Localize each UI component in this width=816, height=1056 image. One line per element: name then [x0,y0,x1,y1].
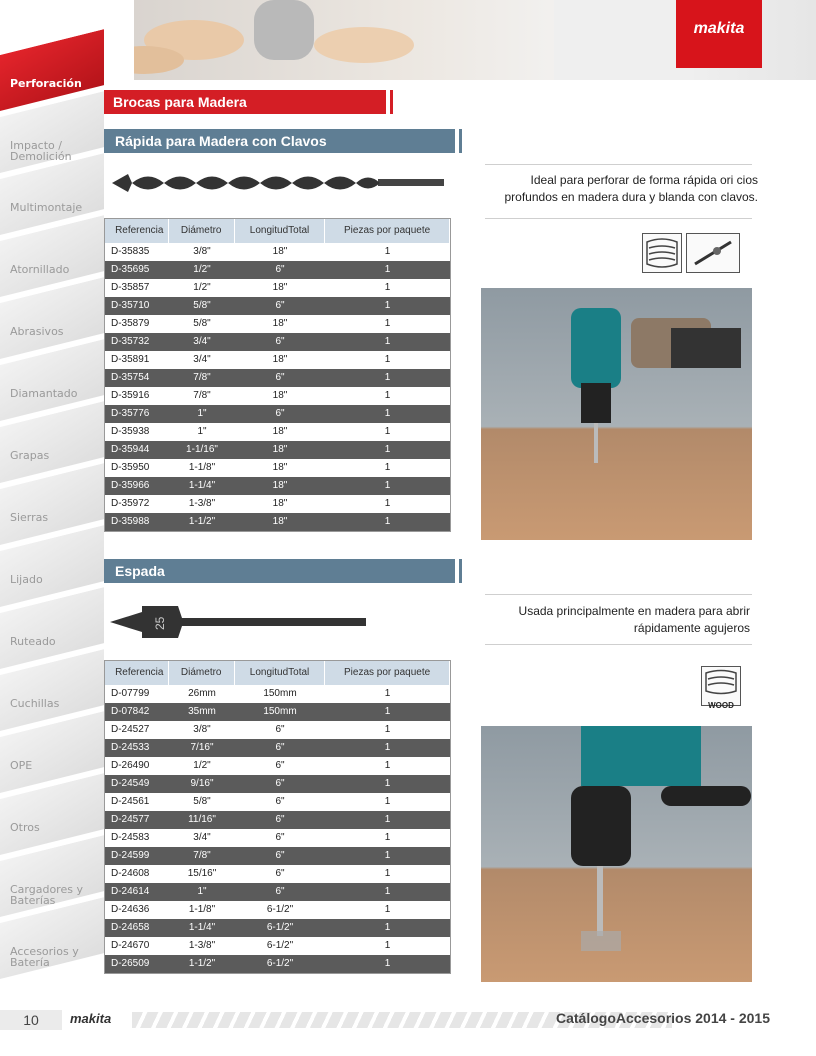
table-cell: 1-1/4" [188,480,216,491]
sidebar-tab-label: Otros [10,821,40,834]
table-cell: 1 [384,264,391,275]
table-cell: 6" [275,778,285,789]
table-cell: D-35966 [111,480,150,491]
sidebar-tab-label: Impacto / Demolición [10,139,72,163]
table-row [105,369,450,387]
table-cell: 6" [275,850,285,861]
table-cell: 1 [384,408,391,419]
table-cell: 6" [275,814,285,825]
table-cell: 1 [384,516,391,527]
section-accent-bar [459,129,462,153]
table-cell: 18" [272,318,288,329]
table-cell: D-07799 [111,688,150,699]
table-cell: 1-1/8" [188,904,216,915]
table-cell: 1 [384,300,391,311]
table-cell: 1/2" [193,282,211,293]
table-cell: 18" [272,480,288,491]
wood-icon [701,666,741,710]
table-cell: 6" [275,832,285,843]
table-cell: 1/2" [193,760,211,771]
table-cell: 6" [275,724,285,735]
table-cell: 1 [384,868,391,879]
table-cell: 1 [384,318,391,329]
table-cell: 18" [272,354,288,365]
table-cell: 7/8" [193,850,211,861]
table-row [105,495,450,513]
column-header: LongitudTotal [235,661,325,685]
table-row [105,901,450,919]
table-cell: 1 [384,940,391,951]
table-cell: 18" [272,444,288,455]
table-cell: 1 [384,336,391,347]
description-rule-bottom [485,218,752,219]
table-header [105,219,450,243]
table-cell: D-26509 [111,958,150,969]
table-cell: 1 [384,372,391,383]
table-cell: D-24583 [111,832,150,843]
table-cell: 150mm [263,688,297,699]
section-title-auger: Rápida para Madera con Clavos [104,129,455,153]
table-row [105,883,450,901]
table-cell: 150mm [263,706,297,717]
section2-description [470,603,750,637]
table-cell: 3/8" [193,724,211,735]
section1-description-line1: Ideal para perforar de forma rápida ori cios [530,173,758,187]
table-row [105,315,450,333]
table-cell: 1 [384,832,391,843]
table-cell: 6-1/2" [266,958,294,969]
table-cell: 1 [384,354,391,365]
table-cell: 9/16" [190,778,214,789]
table-cell: D-24608 [111,868,150,879]
table-cell: 1 [384,850,391,861]
table-row [105,513,450,531]
table-cell: 1 [384,246,391,257]
column-header: LongitudTotal [235,219,325,243]
section-title-spade: Espada [104,559,455,583]
table-row [105,721,450,739]
table-cell: 18" [272,498,288,509]
table-cell: 1 [384,390,391,401]
footer-brand-logo: makita [70,1011,112,1026]
table-cell: 1" [197,886,207,897]
table-cell: 1 [384,724,391,735]
table-cell: 1-1/16" [186,444,218,455]
table-cell: 5/8" [193,318,211,329]
table-cell: D-24636 [111,904,150,915]
table-cell: D-35916 [111,390,150,401]
table-cell: D-24614 [111,886,150,897]
table-row [105,387,450,405]
sidebar-tab-label: Sierras [10,511,49,524]
sidebar-tab-label: Perforación [10,77,82,90]
sidebar-tab-label: Cuchillas [10,697,60,710]
table-cell: D-35857 [111,282,150,293]
title-accent-bar [390,90,393,114]
table-row [105,811,450,829]
table-cell: 1 [384,904,391,915]
sidebar-tab-label: OPE [10,759,33,772]
table-cell: D-35891 [111,354,150,365]
spade-bit-table [104,660,451,974]
table-cell: 1 [384,886,391,897]
table-row [105,423,450,441]
table-row [105,865,450,883]
description-rule-bottom [485,644,752,645]
table-cell: 1 [384,922,391,933]
sidebar-tab-label: Diamantado [10,387,78,400]
table-cell: 6-1/2" [266,922,294,933]
table-cell: D-35988 [111,516,150,527]
table-row [105,703,450,721]
table-row [105,279,450,297]
table-cell: 1 [384,958,391,969]
table-row [105,685,450,703]
brand-logo: makita [693,20,745,37]
table-cell: 1" [197,408,207,419]
table-cell: D-24549 [111,778,150,789]
table-cell: 15/16" [187,868,217,879]
table-cell: 1 [384,814,391,825]
table-cell: 1 [384,282,391,293]
table-cell: D-26490 [111,760,150,771]
table-row [105,459,450,477]
column-header: Diámetro [169,661,235,685]
table-row [105,955,450,973]
table-row [105,739,450,757]
table-cell: 18" [272,390,288,401]
table-cell: 26mm [188,688,216,699]
table-cell: 3/8" [193,246,211,257]
table-cell: 3/4" [193,336,211,347]
table-cell: D-35776 [111,408,150,419]
table-cell: 6" [275,408,285,419]
table-cell: D-35695 [111,264,150,275]
table-cell: D-35710 [111,300,150,311]
table-cell: 11/16" [188,814,216,825]
wood-icon-label: WOOD [708,701,734,710]
table-cell: 6-1/2" [266,940,294,951]
table-cell: 18" [272,462,288,473]
table-cell: 7/8" [193,372,211,383]
section2-description-line2: rápidamente agujeros [633,621,750,635]
table-row [105,847,450,865]
table-cell: 1 [384,480,391,491]
table-row [105,297,450,315]
table-cell: 6" [275,300,285,311]
spade-size-mark: 25 [153,616,167,630]
column-header: Referencia [105,219,169,243]
table-cell: D-24670 [111,940,150,951]
table-cell: 18" [272,282,288,293]
table-row [105,351,450,369]
drill-spade-bit-photo [481,726,752,982]
table-row [105,405,450,423]
column-header: Piezas por paquete [325,219,450,243]
table-cell: 5/8" [193,300,211,311]
table-cell: 18" [272,516,288,527]
column-header: Referencia [105,661,169,685]
section2-description-line1: Usada principalmente en madera para abrir [518,604,750,618]
table-cell: 1 [384,444,391,455]
table-cell: 7/16" [190,742,214,753]
table-row [105,757,450,775]
table-cell: D-35950 [111,462,150,473]
table-cell: 1-3/8" [188,940,216,951]
table-cell: 1-1/4" [188,922,216,933]
table-cell: 1 [384,426,391,437]
table-row [105,775,450,793]
table-cell: 1 [384,688,391,699]
sidebar-tab-label: Lijado [10,573,43,586]
page-title: Brocas para Madera [104,90,386,114]
table-cell: 3/4" [193,832,211,843]
page-number: 10 [0,1010,62,1030]
table-row [105,333,450,351]
table-cell: 6" [275,372,285,383]
table-cell: D-24599 [111,850,150,861]
table-cell: D-24527 [111,724,150,735]
table-cell: 5/8" [193,796,211,807]
sidebar-tab-label: Abrasivos [10,325,64,338]
section1-description [470,172,758,206]
table-row [105,261,450,279]
sidebar-tab-label: Grapas [10,449,50,462]
table-row [105,829,450,847]
impact-wrench-drilling-photo [481,288,752,540]
table-cell: 6" [275,336,285,347]
drill-bit-icon [686,233,740,273]
auger-bit-illustration [108,170,446,196]
auger-bit-table [104,218,451,532]
table-cell: 1 [384,462,391,473]
catalog-title: CatálogoAccesorios 2014 - 2015 [556,1010,770,1026]
hardwood-icon [642,233,682,273]
table-cell: 1-1/2" [188,516,216,527]
table-cell: D-24577 [111,814,150,825]
sidebar-tab-label: Atornillado [10,263,70,276]
table-cell: D-07842 [111,706,150,717]
sidebar-tab-label: Accesorios y Batería [10,945,79,969]
description-rule-top [485,164,752,165]
table-cell: 1 [384,796,391,807]
table-cell: 35mm [188,706,216,717]
table-cell: 6-1/2" [266,904,294,915]
table-cell: 1/2" [193,264,211,275]
table-header [105,661,450,685]
table-cell: 18" [272,246,288,257]
table-cell: D-35938 [111,426,150,437]
table-cell: 6" [275,264,285,275]
table-cell: 1-1/8" [188,462,216,473]
table-cell: 6" [275,886,285,897]
table-row [105,919,450,937]
table-cell: D-35754 [111,372,150,383]
spade-bit-illustration [108,600,370,646]
column-header: Piezas por paquete [325,661,450,685]
table-cell: 1 [384,706,391,717]
table-cell: 1 [384,742,391,753]
table-cell: D-24658 [111,922,150,933]
table-cell: D-24533 [111,742,150,753]
table-row [105,477,450,495]
table-cell: D-35944 [111,444,150,455]
table-cell: D-35732 [111,336,150,347]
sidebar-tab-label: Cargadores y Baterías [10,883,83,907]
table-cell: D-35835 [111,246,150,257]
section-accent-bar [459,559,462,583]
description-rule-top [485,594,752,595]
column-header: Diámetro [169,219,235,243]
category-sidebar [0,40,104,1000]
table-cell: 7/8" [193,390,211,401]
table-cell: D-35879 [111,318,150,329]
sidebar-tab-label: Multimontaje [10,201,83,214]
table-row [105,937,450,955]
table-cell: 6" [275,796,285,807]
sidebar-tab-label: Ruteado [10,635,56,648]
table-cell: 6" [275,760,285,771]
table-cell: D-35972 [111,498,150,509]
table-cell: 1 [384,778,391,789]
table-cell: 1 [384,760,391,771]
table-cell: 18" [272,426,288,437]
table-cell: 1 [384,498,391,509]
table-cell: 1-1/2" [188,958,216,969]
table-row [105,243,450,261]
table-cell: 1" [197,426,207,437]
table-cell: 3/4" [193,354,211,365]
table-row [105,441,450,459]
table-cell: 6" [275,742,285,753]
table-cell: 6" [275,868,285,879]
table-cell: D-24561 [111,796,150,807]
table-cell: 1-3/8" [188,498,216,509]
table-row [105,793,450,811]
section1-description-line2: profundos en madera dura y blanda con clavos. [504,190,758,204]
